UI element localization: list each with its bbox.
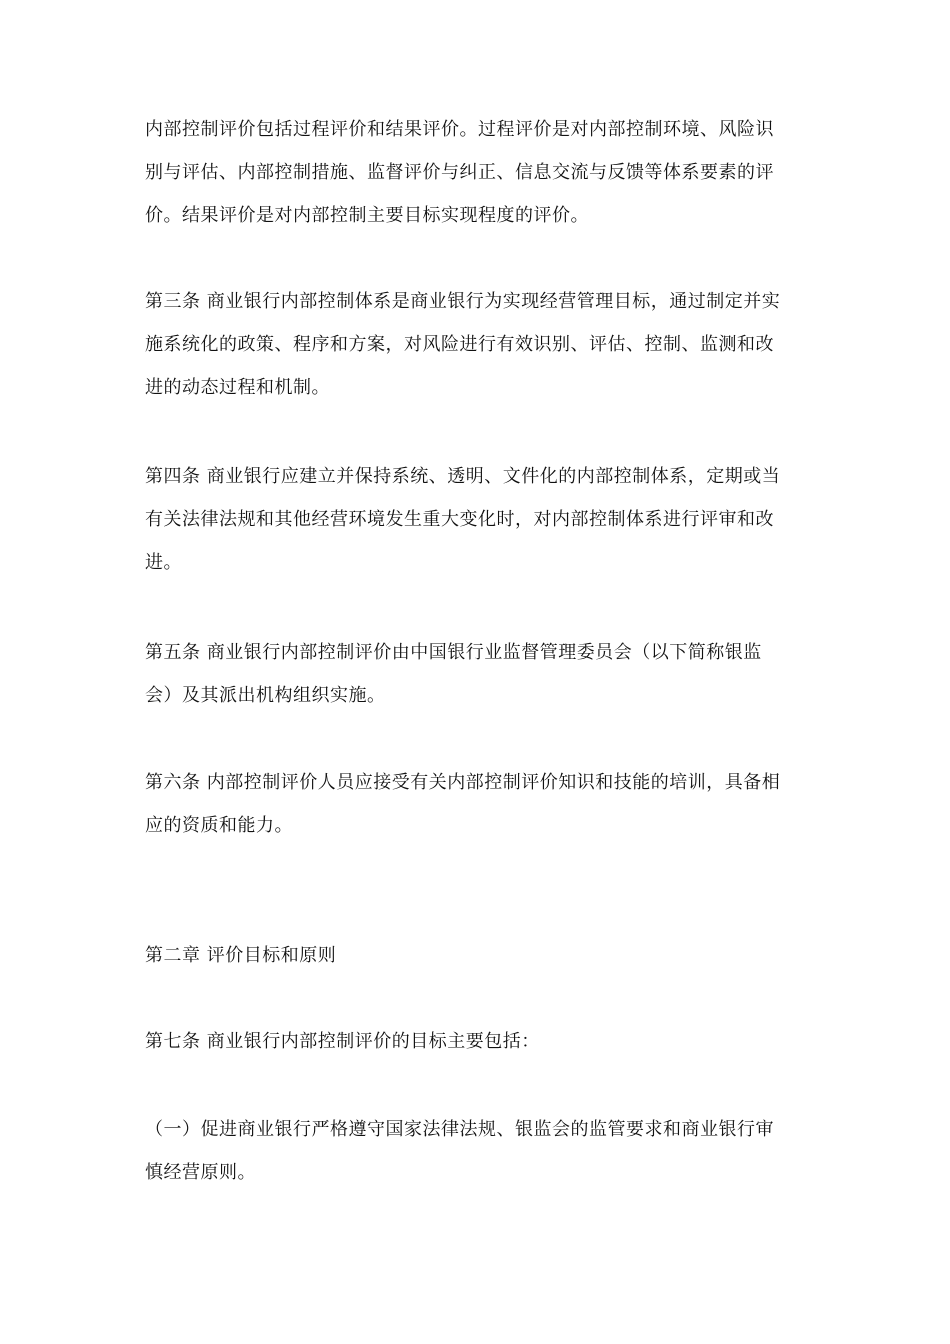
- paragraph-article-6: [145, 761, 810, 847]
- text-line: 施系统化的政策、程序和方案，对风险进行有效识别、评估、控制、监测和改: [145, 334, 774, 355]
- text-line: 第七条 商业银行内部控制评价的目标主要包括：: [145, 1031, 540, 1052]
- list-item-1: [145, 1108, 810, 1194]
- text-line: 慎经营原则。: [145, 1162, 256, 1183]
- text-line: 有关法律法规和其他经营环境发生重大变化时，对内部控制体系进行评审和改: [145, 509, 774, 530]
- text-line: 内部控制评价包括过程评价和结果评价。过程评价是对内部控制环境、风险识: [145, 119, 774, 140]
- text-line: 第四条 商业银行应建立并保持系统、透明、文件化的内部控制体系，定期或当: [145, 466, 781, 487]
- paragraph-article-5: [145, 631, 810, 717]
- text-line: 会）及其派出机构组织实施。: [145, 685, 386, 706]
- text-line: 进。: [145, 552, 182, 573]
- text-line: 进的动态过程和机制。: [145, 377, 330, 398]
- chapter-heading: 第二章 评价目标和原则: [145, 945, 337, 966]
- paragraph-article-4: [145, 455, 810, 584]
- text-line: 第六条 内部控制评价人员应接受有关内部控制评价知识和技能的培训，具备相: [145, 772, 781, 793]
- paragraph-evaluation-types: [145, 108, 810, 237]
- text-line: 第三条 商业银行内部控制体系是商业银行为实现经营管理目标，通过制定并实: [145, 291, 781, 312]
- text-line: 价。结果评价是对内部控制主要目标实现程度的评价。: [145, 205, 589, 226]
- text-line: 应的资质和能力。: [145, 815, 293, 836]
- text-line: 第五条 商业银行内部控制评价由中国银行业监督管理委员会（以下简称银监: [145, 642, 762, 663]
- paragraph-article-3: [145, 280, 810, 409]
- text-line: （一）促进商业银行严格遵守国家法律法规、银监会的监管要求和商业银行审: [145, 1119, 774, 1140]
- paragraph-article-7: [145, 1020, 810, 1063]
- text-line: 别与评估、内部控制措施、监督评价与纠正、信息交流与反馈等体系要素的评: [145, 162, 774, 183]
